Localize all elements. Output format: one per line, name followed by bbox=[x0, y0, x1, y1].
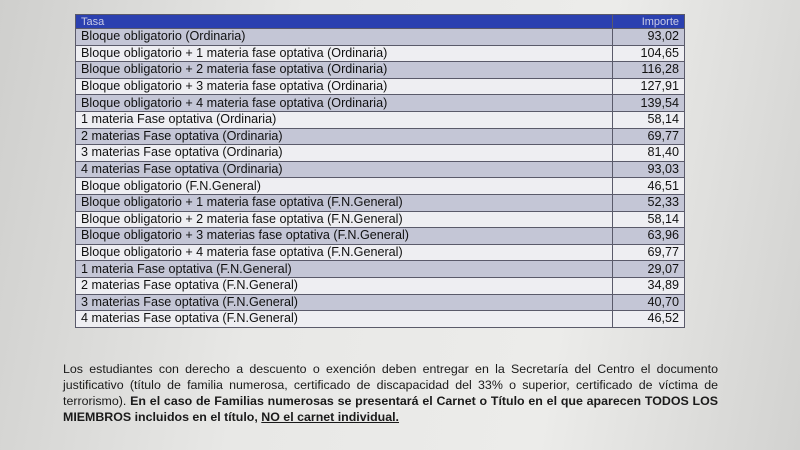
fee-name-cell: Bloque obligatorio + 4 materia fase optativa (Ordinaria) bbox=[76, 95, 613, 112]
fee-name-cell: 1 materia Fase optativa (F.N.General) bbox=[76, 261, 613, 278]
table-row bbox=[76, 261, 685, 278]
table-row bbox=[76, 277, 685, 294]
table-row bbox=[76, 311, 685, 328]
fee-amount-cell: 93,02 bbox=[613, 29, 685, 46]
header-importe: Importe bbox=[613, 15, 685, 29]
fee-amount-cell: 46,51 bbox=[613, 178, 685, 195]
fee-amount-cell: 52,33 bbox=[613, 194, 685, 211]
fee-amount-cell: 69,77 bbox=[613, 128, 685, 145]
table-row bbox=[76, 161, 685, 178]
fee-name-cell: 2 materias Fase optativa (F.N.General) bbox=[76, 277, 613, 294]
table-row bbox=[76, 95, 685, 112]
table-row bbox=[76, 45, 685, 62]
fee-name-cell: Bloque obligatorio + 1 materia fase optativa (F.N.General) bbox=[76, 194, 613, 211]
fee-name-cell: Bloque obligatorio + 2 materia fase optativa (F.N.General) bbox=[76, 211, 613, 228]
fee-amount-cell: 29,07 bbox=[613, 261, 685, 278]
note-bold-text: En el caso de Familias numerosas se presentará el Carnet o Título en el que aparecen TODOS LOS MIEMBROS incluidos en el título, bbox=[63, 394, 718, 425]
fee-name-cell: Bloque obligatorio + 4 materia fase optativa (F.N.General) bbox=[76, 244, 613, 261]
header-tasa: Tasa bbox=[76, 15, 613, 29]
fee-amount-cell: 69,77 bbox=[613, 244, 685, 261]
fee-amount-cell: 127,91 bbox=[613, 78, 685, 95]
table-row bbox=[76, 211, 685, 228]
table-row bbox=[76, 62, 685, 79]
fee-amount-cell: 81,40 bbox=[613, 145, 685, 162]
table-row bbox=[76, 244, 685, 261]
table-row bbox=[76, 294, 685, 311]
fee-amount-cell: 46,52 bbox=[613, 311, 685, 328]
table-row bbox=[76, 178, 685, 195]
fee-name-cell: Bloque obligatorio (Ordinaria) bbox=[76, 29, 613, 46]
fee-table-body bbox=[76, 29, 685, 328]
table-row bbox=[76, 111, 685, 128]
discount-note bbox=[63, 361, 718, 425]
fee-name-cell: 3 materias Fase optativa (Ordinaria) bbox=[76, 145, 613, 162]
note-plain-text: Los estudiantes con derecho a descuento o exención deben entregar en la Secretaría del Centro el documento justificativo (título de familia numerosa, certificado de discapacidad del 33% o superior, certificado de víctima de terrorismo). bbox=[63, 362, 718, 409]
fee-name-cell: 4 materias Fase optativa (F.N.General) bbox=[76, 311, 613, 328]
fee-name-cell: Bloque obligatorio + 3 materias fase optativa (F.N.General) bbox=[76, 228, 613, 245]
fee-amount-cell: 139,54 bbox=[613, 95, 685, 112]
table-row bbox=[76, 228, 685, 245]
fee-table bbox=[75, 14, 685, 328]
fee-amount-cell: 93,03 bbox=[613, 161, 685, 178]
fee-name-cell: 1 materia Fase optativa (Ordinaria) bbox=[76, 111, 613, 128]
fee-amount-cell: 34,89 bbox=[613, 277, 685, 294]
note-underlined-text: NO el carnet individual. bbox=[261, 410, 399, 425]
table-row bbox=[76, 145, 685, 162]
fee-amount-cell: 63,96 bbox=[613, 228, 685, 245]
table-row bbox=[76, 194, 685, 211]
fee-name-cell: Bloque obligatorio + 2 materia fase optativa (Ordinaria) bbox=[76, 62, 613, 79]
fee-amount-cell: 40,70 bbox=[613, 294, 685, 311]
fee-name-cell: Bloque obligatorio + 1 materia fase optativa (Ordinaria) bbox=[76, 45, 613, 62]
table-row bbox=[76, 128, 685, 145]
fee-name-cell: 4 materias Fase optativa (Ordinaria) bbox=[76, 161, 613, 178]
fee-name-cell: 3 materias Fase optativa (F.N.General) bbox=[76, 294, 613, 311]
fee-amount-cell: 104,65 bbox=[613, 45, 685, 62]
fee-amount-cell: 116,28 bbox=[613, 62, 685, 79]
table-header-row bbox=[76, 15, 685, 29]
fee-name-cell: Bloque obligatorio (F.N.General) bbox=[76, 178, 613, 195]
fee-name-cell: Bloque obligatorio + 3 materia fase optativa (Ordinaria) bbox=[76, 78, 613, 95]
fee-amount-cell: 58,14 bbox=[613, 111, 685, 128]
fee-name-cell: 2 materias Fase optativa (Ordinaria) bbox=[76, 128, 613, 145]
table-row bbox=[76, 78, 685, 95]
table-row bbox=[76, 29, 685, 46]
fee-amount-cell: 58,14 bbox=[613, 211, 685, 228]
